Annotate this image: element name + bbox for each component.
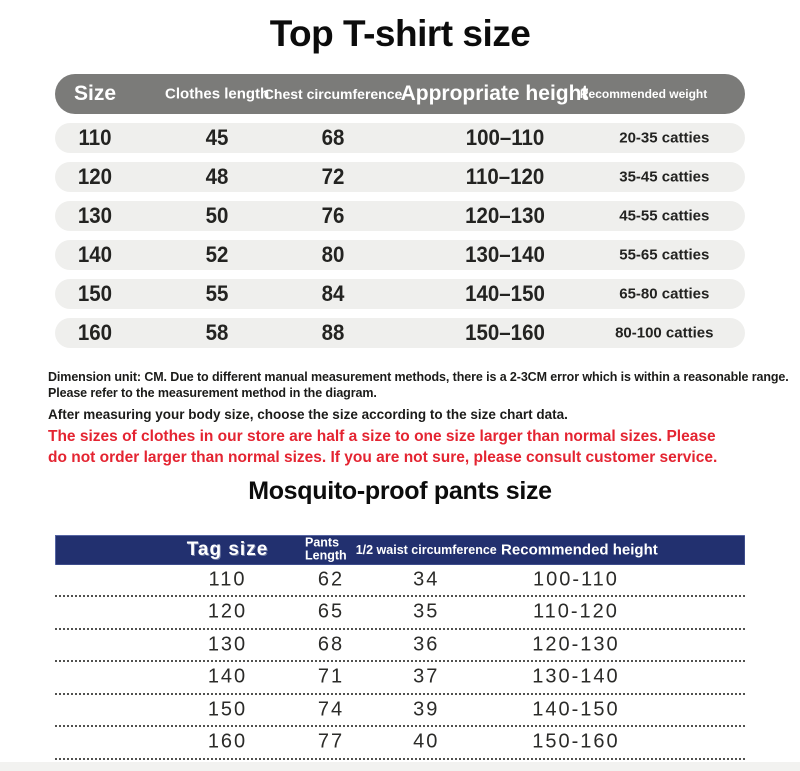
tshirt-cell-size: 130: [77, 202, 113, 228]
measurement-note-line-2: Please refer to the measurement method in the diagram.: [48, 385, 377, 400]
size-notes: [48, 369, 789, 468]
tshirt-cell-clothes-length: 50: [205, 202, 229, 228]
tshirt-cell-height: 120–130: [465, 202, 545, 228]
pants-cell-height: 120-130: [532, 633, 620, 656]
pants-cell-waist: 37: [413, 665, 440, 688]
tshirt-cell-weight: 45-55 catties: [619, 207, 710, 225]
tshirt-cell-chest: 88: [321, 319, 345, 345]
pants-table-row: [55, 630, 745, 663]
tshirt-cell-clothes-length: 45: [205, 124, 229, 150]
pants-cell-waist: 35: [413, 600, 440, 623]
pants-cell-length: 74: [317, 698, 345, 721]
pants-cell-length: 65: [317, 600, 345, 623]
tshirt-table-row: [55, 201, 745, 231]
pants-cell-tag-size: 130: [207, 633, 248, 656]
tshirt-table-row: [55, 240, 745, 270]
pants-size-table: [55, 535, 745, 760]
tshirt-cell-height: 150–160: [465, 319, 545, 345]
tshirt-cell-size: 110: [78, 124, 112, 150]
pants-cell-tag-size: 160: [207, 730, 248, 753]
bottom-strip: [0, 762, 800, 771]
tshirt-size-title: Top T-shirt size: [269, 13, 531, 54]
pants-table-row: [55, 727, 745, 760]
tshirt-header-recommended-weight: Recommended weight: [579, 86, 708, 101]
tshirt-cell-weight: 65-80 catties: [619, 285, 710, 303]
tshirt-cell-height: 140–150: [465, 280, 545, 306]
pants-cell-length: 71: [317, 665, 345, 688]
tshirt-cell-size: 150: [77, 280, 113, 306]
pants-header-recommended-height: Recommended height: [501, 541, 658, 559]
tshirt-cell-chest: 68: [321, 124, 345, 150]
pants-table-row: [55, 565, 745, 598]
pants-cell-length: 77: [317, 730, 345, 753]
tshirt-cell-clothes-length: 52: [205, 241, 229, 267]
tshirt-header-size: Size: [74, 81, 117, 105]
sizing-warning: [48, 426, 760, 468]
tshirt-cell-weight: 20-35 catties: [619, 129, 710, 147]
tshirt-table-row: [55, 123, 745, 153]
tshirt-table-row: [55, 279, 745, 309]
pants-cell-height: 110-120: [532, 600, 619, 623]
pants-header-tag-size: Tag size: [186, 538, 269, 560]
pants-table-row: [55, 662, 745, 695]
tshirt-table-row: [55, 318, 745, 348]
pants-table-row: [55, 597, 745, 630]
pants-header-pants-length: Pants Length: [305, 534, 347, 563]
tshirt-cell-weight: 35-45 catties: [619, 168, 710, 186]
tshirt-cell-weight: 55-65 catties: [619, 246, 710, 264]
tshirt-cell-chest: 80: [321, 241, 345, 267]
tshirt-header-appropriate-height: Appropriate height: [400, 81, 589, 105]
tshirt-cell-chest: 72: [321, 163, 345, 189]
tshirt-table-row: [55, 162, 745, 192]
pants-cell-tag-size: 120: [207, 600, 248, 623]
tshirt-cell-size: 140: [77, 241, 113, 267]
pants-cell-tag-size: 140: [207, 665, 248, 688]
tshirt-cell-chest: 84: [321, 280, 345, 306]
pants-table-row: [55, 695, 745, 728]
pants-cell-height: 100-110: [532, 568, 619, 591]
pants-size-title: Mosquito-proof pants size: [248, 476, 552, 505]
pants-cell-tag-size: 110: [208, 568, 247, 591]
tshirt-cell-height: 100–110: [465, 124, 545, 150]
tshirt-cell-height: 110–120: [465, 163, 545, 189]
measurement-note-line-1: Dimension unit: CM. Due to different manual measurement methods, there is a 2-3CM error which is within a reasonable range.: [48, 369, 789, 384]
pants-cell-waist: 36: [413, 633, 440, 656]
pants-cell-waist: 40: [413, 730, 440, 753]
sizing-warning-line-2: do not order larger than normal sizes. If you are not sure, please consult customer service.: [48, 448, 718, 466]
pants-cell-height: 140-150: [532, 698, 620, 721]
pants-cell-length: 68: [317, 633, 345, 656]
pants-cell-waist: 39: [413, 698, 440, 721]
pants-cell-length: 62: [317, 568, 345, 591]
tshirt-cell-height: 130–140: [465, 241, 545, 267]
tshirt-cell-chest: 76: [321, 202, 345, 228]
tshirt-size-table: [55, 74, 745, 348]
tshirt-cell-weight: 80-100 catties: [615, 324, 714, 342]
tshirt-cell-clothes-length: 55: [205, 280, 229, 306]
pants-cell-waist: 34: [413, 568, 440, 591]
instruction-note: After measuring your body size, choose the size according to the size chart data.: [48, 406, 568, 422]
sizing-warning-line-1: The sizes of clothes in our store are half a size to one size larger than normal sizes. Please: [48, 427, 716, 445]
pants-cell-tag-size: 150: [207, 698, 248, 721]
tshirt-cell-clothes-length: 58: [205, 319, 229, 345]
pants-cell-height: 150-160: [532, 730, 620, 753]
tshirt-table-header-row: [55, 74, 745, 114]
tshirt-cell-clothes-length: 48: [205, 163, 229, 189]
pants-table-header-row: [55, 535, 745, 565]
pants-header-waist-circumference: 1/2 waist circumference: [355, 542, 497, 557]
tshirt-cell-size: 120: [77, 163, 113, 189]
pants-cell-height: 130-140: [532, 665, 620, 688]
tshirt-header-chest-circumference: Chest circumference: [263, 85, 403, 102]
tshirt-cell-size: 160: [77, 319, 113, 345]
tshirt-header-clothes-length: Clothes length: [165, 85, 270, 103]
